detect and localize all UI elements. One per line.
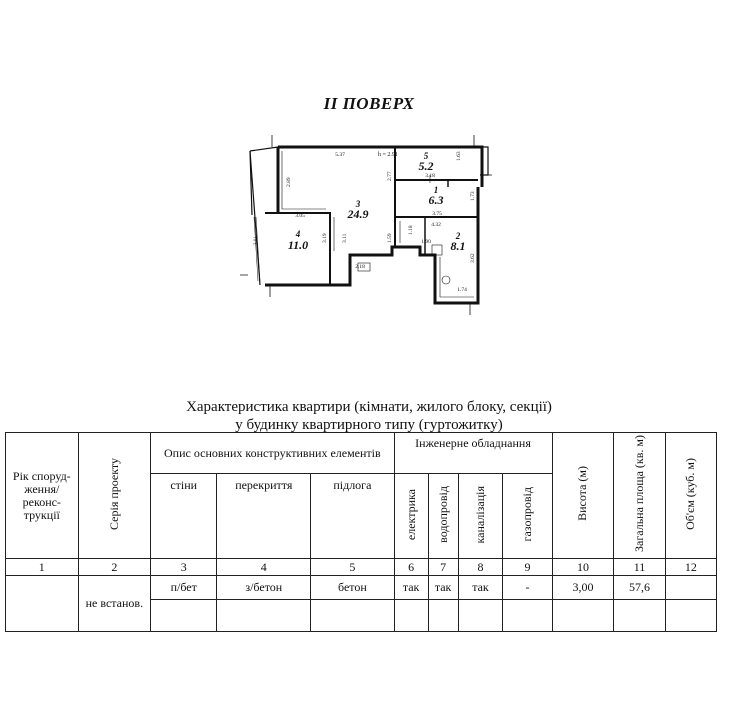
column-number: 1 [6,559,79,576]
value-floors-ceiling: з/бетон [217,576,311,600]
header-electric-cell [394,474,428,559]
dimension-label: 1.73 [470,191,476,201]
dimension-label: 1.63 [456,151,462,161]
room-number: 5 [423,151,429,161]
floor-plan [230,125,510,315]
value-floor: бетон [311,576,394,600]
header-floors-ceiling: перекриття [217,474,311,559]
dimension-label: 3.11 [342,233,348,243]
dimension-label: 2.77 [387,171,393,181]
header-electric: електрика [403,488,418,540]
empty-cell [614,599,665,631]
value-series: не встанов. [78,576,151,632]
header-structural: Опис основних конструктивних елементів [151,433,394,474]
dimension-label: 3.19 [322,233,328,243]
value-sewer: так [458,576,503,600]
room-area: 8.1 [450,239,466,253]
column-number: 12 [665,559,716,576]
table-caption-line1: Характеристика квартири (кімнати, жилого блоку, секції) [186,399,552,415]
room-area: 24.9 [347,207,369,221]
dimension-label: 3.62 [470,253,476,263]
value-year [6,576,79,632]
value-height: 3,00 [552,576,614,600]
empty-cell [458,599,503,631]
value-walls: п/бет [151,576,217,600]
empty-cell [665,599,716,631]
column-number: 11 [614,559,665,576]
value-total-area: 57,6 [614,576,665,600]
header-volume-cell [665,433,716,559]
empty-cell [394,599,428,631]
empty-cell [311,599,394,631]
header-height: Висота (м) [575,466,590,522]
dimension-label: 3.05 [295,213,305,219]
header-sewer-cell [458,474,503,559]
column-number: 3 [151,559,217,576]
header-series-cell [78,433,151,559]
column-number: 8 [458,559,503,576]
dimension-label: 3.01 [254,236,259,245]
header-gas-cell [503,474,552,559]
value-water: так [428,576,458,600]
empty-cell [151,599,217,631]
column-number: 9 [503,559,552,576]
dimension-label: 1.74 [457,287,467,293]
empty-cell [217,599,311,631]
column-number: 7 [428,559,458,576]
column-number: 2 [78,559,151,576]
header-gas: газопровід [519,487,534,542]
column-number: 10 [552,559,614,576]
dimension-label: 2.18 [355,264,365,270]
header-water: водопровід [435,486,450,543]
value-electric: так [394,576,428,600]
room-area: 11.0 [287,238,309,252]
table-caption-line2: у будинку квартирного типу (гуртожитку) [235,417,503,433]
column-number: 5 [311,559,394,576]
apartment-characteristics-table [5,432,717,632]
header-engineering: Інженерне обладнання [394,433,552,474]
room-number: 3 [355,199,361,209]
column-number: 4 [217,559,311,576]
room-area: 6.3 [428,193,444,207]
column-number: 6 [394,559,428,576]
dimension-label: 4.32 [431,222,441,228]
room-number: 4 [295,229,301,239]
value-row [6,576,717,600]
room-area: 5.2 [418,159,434,173]
floor-title: II ПОВЕРХ [323,94,415,113]
dimension-label: 1.90 [421,239,431,245]
dimension-label: 5.37 [335,152,345,158]
dimension-label: 1.59 [387,233,393,243]
room-number: 1 [433,185,439,195]
header-total-area-cell [614,433,665,559]
header-total-area: Загальна площа (кв. м) [632,435,647,553]
ceiling-height-label: h = 2.91 [378,152,398,158]
empty-cell [428,599,458,631]
header-walls: стіни [151,474,217,559]
empty-cell [552,599,614,631]
empty-cell [503,599,552,631]
dimension-label: 3.75 [432,211,442,217]
header-series: Серія проекту [106,457,121,530]
header-year: Рік споруд-ження/ реконс-трукції [6,433,79,559]
header-floor: підлога [311,474,394,559]
header-volume: Об'єм (куб. м) [683,457,698,530]
value-gas: - [503,576,552,600]
header-water-cell [428,474,458,559]
dimension-label: 2.89 [286,177,292,187]
header-sewer: каналізація [472,485,487,544]
room-number: 2 [455,231,461,241]
dimension-label: 3.18 [425,173,435,179]
header-height-cell [552,433,614,559]
column-number-row [6,559,717,576]
dimension-label: 1.18 [408,225,414,235]
value-volume [665,576,716,600]
